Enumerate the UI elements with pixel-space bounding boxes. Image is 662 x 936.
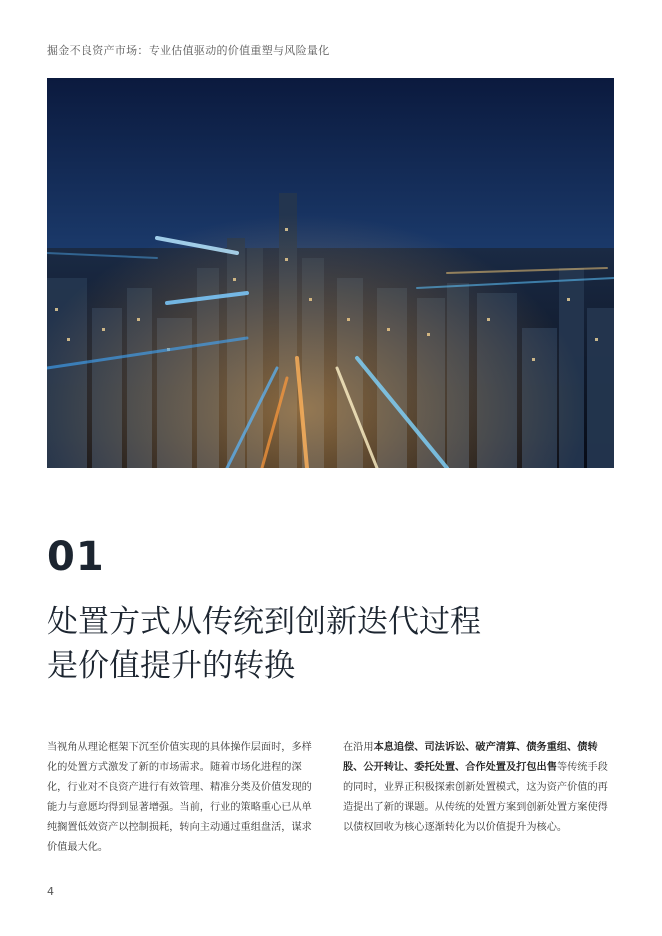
body-paragraph-right xyxy=(343,738,615,838)
chapter-title xyxy=(47,600,607,688)
chapter-number: 01 xyxy=(47,534,105,580)
city-night-skyline-image xyxy=(47,78,614,468)
chapter-title-line-1: 处置方式从传统到创新迭代过程 xyxy=(47,604,481,640)
body-paragraph-left: 当视角从理论框架下沉至价值实现的具体操作层面时，多样化的处置方式激发了新的市场需求。随着市场化进程的深化，行业对不良资产进行有效管理、精准分类及价值发现的能力与意愿均得到显著增强。当前，行业的策略重心已从单纯搁置低效资产以控制损耗，转向主动通过重组盘活，谋求价值最大化。 xyxy=(47,742,312,853)
page-number: 4 xyxy=(47,885,54,898)
hero-image xyxy=(47,78,614,468)
right-paragraph-suffix: 等传统手段的同时，业界正积极探索创新处置模式，这为资产价值的再造提出了新的课题。从传统的处置方案到创新处置方案使得以债权回收为核心逐渐转化为以价值提升为核心。 xyxy=(343,762,608,833)
right-paragraph-prefix: 在沿用 xyxy=(343,742,374,753)
running-header: 掘金不良资产市场：专业估值驱动的价值重塑与风险量化 xyxy=(47,44,330,57)
disposal-methods-list: 本息追偿、司法诉讼、破产清算、债务重组、债转股、公开转让、委托处置、合作处置及打包出售 xyxy=(343,742,598,773)
chapter-title-line-2: 是价值提升的转换 xyxy=(47,648,295,684)
